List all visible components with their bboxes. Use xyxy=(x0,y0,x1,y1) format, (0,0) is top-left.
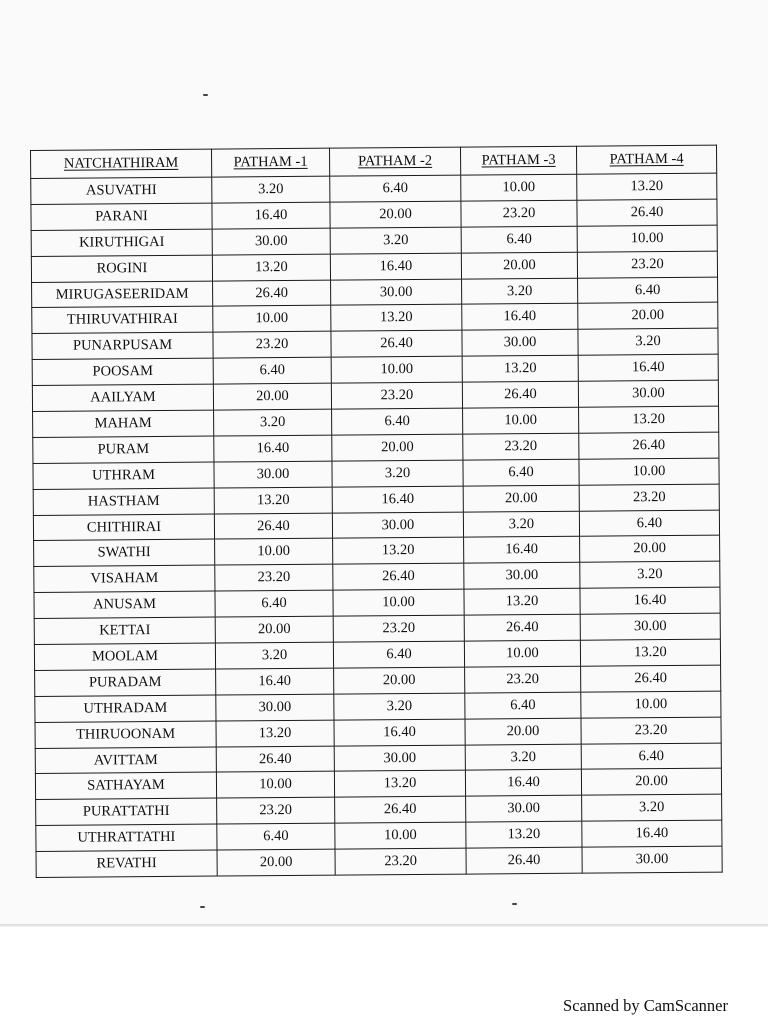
patham-2-cell: 23.20 xyxy=(333,615,464,642)
patham-3-cell: 10.00 xyxy=(461,174,577,201)
header-natchathiram: NATCHATHIRAM xyxy=(31,149,212,178)
patham-4-cell: 20.00 xyxy=(581,769,721,796)
patham-2-cell: 30.00 xyxy=(334,745,465,772)
natchathiram-cell: SWATHI xyxy=(34,540,215,567)
natchathiram-cell: POOSAM xyxy=(32,358,213,385)
patham-2-cell: 26.40 xyxy=(333,563,464,590)
natchathiram-cell: ANUSAM xyxy=(34,591,215,618)
patham-3-cell: 16.40 xyxy=(462,304,578,331)
patham-2-cell: 16.40 xyxy=(332,486,463,513)
patham-1-cell: 23.20 xyxy=(215,564,333,591)
patham-3-cell: 23.20 xyxy=(461,200,577,227)
patham-1-cell: 6.40 xyxy=(215,590,333,617)
header-patham-4: PATHAM -4 xyxy=(576,145,716,174)
patham-2-cell: 20.00 xyxy=(332,434,463,461)
scan-speck xyxy=(200,906,205,908)
patham-4-cell: 20.00 xyxy=(578,303,718,330)
patham-2-cell: 3.20 xyxy=(334,693,465,720)
patham-3-cell: 23.20 xyxy=(463,433,579,460)
patham-4-cell: 3.20 xyxy=(582,794,722,821)
patham-3-cell: 3.20 xyxy=(465,744,581,771)
patham-4-cell: 10.00 xyxy=(577,225,717,252)
patham-1-cell: 16.40 xyxy=(214,435,332,462)
patham-4-cell: 20.00 xyxy=(580,536,720,563)
natchathiram-cell: UTHRADAM xyxy=(35,695,216,722)
patham-1-cell: 20.00 xyxy=(217,849,335,876)
patham-2-cell: 20.00 xyxy=(334,667,465,694)
patham-1-cell: 16.40 xyxy=(212,202,330,229)
patham-1-cell: 20.00 xyxy=(213,383,331,410)
patham-3-cell: 26.40 xyxy=(466,847,582,874)
natchathiram-cell: AAILYAM xyxy=(32,384,213,411)
patham-2-cell: 13.20 xyxy=(333,538,464,565)
patham-3-cell: 20.00 xyxy=(461,252,577,279)
patham-4-cell: 26.40 xyxy=(579,432,719,459)
patham-2-cell: 23.20 xyxy=(335,848,466,875)
patham-1-cell: 30.00 xyxy=(212,228,330,255)
patham-2-cell: 26.40 xyxy=(335,796,466,823)
patham-2-cell: 26.40 xyxy=(331,330,462,357)
patham-3-cell: 3.20 xyxy=(462,278,578,305)
patham-4-cell: 16.40 xyxy=(580,587,720,614)
patham-3-cell: 26.40 xyxy=(462,381,578,408)
patham-4-cell: 23.20 xyxy=(579,484,719,511)
patham-3-cell: 13.20 xyxy=(462,355,578,382)
patham-1-cell: 30.00 xyxy=(214,461,332,488)
natchathiram-cell: MOOLAM xyxy=(34,643,215,670)
patham-3-cell: 30.00 xyxy=(462,330,578,357)
patham-4-cell: 16.40 xyxy=(582,820,722,847)
natchathiram-cell: VISAHAM xyxy=(34,565,215,592)
natchathiram-table-container xyxy=(30,145,722,878)
patham-4-cell: 3.20 xyxy=(578,328,718,355)
patham-1-cell: 10.00 xyxy=(213,306,331,333)
scan-speck xyxy=(512,903,517,905)
natchathiram-cell: AVITTAM xyxy=(35,747,216,774)
patham-4-cell: 13.20 xyxy=(577,173,717,200)
header-patham-3: PATHAM -3 xyxy=(460,146,576,175)
patham-3-cell: 26.40 xyxy=(464,614,580,641)
patham-4-cell: 26.40 xyxy=(581,665,721,692)
patham-1-cell: 13.20 xyxy=(216,720,334,747)
patham-4-cell: 6.40 xyxy=(578,277,718,304)
natchathiram-cell: UTHRAM xyxy=(33,462,214,489)
patham-3-cell: 10.00 xyxy=(463,407,579,434)
patham-2-cell: 6.40 xyxy=(333,641,464,668)
patham-3-cell: 16.40 xyxy=(465,770,581,797)
patham-3-cell: 10.00 xyxy=(464,640,580,667)
patham-3-cell: 30.00 xyxy=(466,796,582,823)
patham-4-cell: 16.40 xyxy=(578,354,718,381)
patham-1-cell: 6.40 xyxy=(213,357,331,384)
natchathiram-patham-table xyxy=(30,145,723,878)
natchathiram-cell: PUNARPUSAM xyxy=(32,332,213,359)
patham-3-cell: 30.00 xyxy=(464,563,580,590)
patham-4-cell: 6.40 xyxy=(579,510,719,537)
patham-4-cell: 30.00 xyxy=(580,613,720,640)
natchathiram-cell: MIRUGASEERIDAM xyxy=(32,281,213,308)
natchathiram-cell: UTHRATTATHI xyxy=(36,824,217,851)
patham-4-cell: 13.20 xyxy=(579,406,719,433)
scanner-watermark: Scanned by CamScanner xyxy=(563,996,728,1015)
natchathiram-cell: CHITHIRAI xyxy=(33,514,214,541)
patham-2-cell: 10.00 xyxy=(335,822,466,849)
natchathiram-cell: HASTHAM xyxy=(33,488,214,515)
patham-2-cell: 3.20 xyxy=(330,227,461,254)
patham-1-cell: 3.20 xyxy=(214,409,332,436)
patham-1-cell: 3.20 xyxy=(215,642,333,669)
header-patham-1: PATHAM -1 xyxy=(211,148,329,177)
table-row xyxy=(36,846,722,877)
patham-2-cell: 6.40 xyxy=(332,408,463,435)
patham-2-cell: 13.20 xyxy=(331,305,462,332)
patham-2-cell: 30.00 xyxy=(331,279,462,306)
patham-1-cell: 10.00 xyxy=(216,772,334,799)
patham-1-cell: 23.20 xyxy=(217,798,335,825)
patham-4-cell: 10.00 xyxy=(581,691,721,718)
patham-4-cell: 13.20 xyxy=(580,639,720,666)
patham-3-cell: 6.40 xyxy=(463,459,579,486)
patham-2-cell: 20.00 xyxy=(330,201,461,228)
patham-3-cell: 20.00 xyxy=(463,485,579,512)
patham-3-cell: 20.00 xyxy=(465,718,581,745)
patham-4-cell: 6.40 xyxy=(581,743,721,770)
patham-2-cell: 10.00 xyxy=(333,589,464,616)
natchathiram-cell: PURATTATHI xyxy=(36,798,217,825)
patham-2-cell: 6.40 xyxy=(330,175,461,202)
patham-2-cell: 3.20 xyxy=(332,460,463,487)
patham-1-cell: 6.40 xyxy=(217,823,335,850)
patham-2-cell: 10.00 xyxy=(331,356,462,383)
patham-4-cell: 23.20 xyxy=(577,251,717,278)
paper-edge xyxy=(0,924,768,927)
patham-1-cell: 20.00 xyxy=(215,616,333,643)
patham-1-cell: 13.20 xyxy=(212,254,330,281)
patham-1-cell: 26.40 xyxy=(213,280,331,307)
natchathiram-cell: KIRUTHIGAI xyxy=(31,229,212,256)
patham-4-cell: 3.20 xyxy=(580,561,720,588)
patham-3-cell: 3.20 xyxy=(463,511,579,538)
natchathiram-cell: KETTAI xyxy=(34,617,215,644)
natchathiram-cell: SATHAYAM xyxy=(35,773,216,800)
natchathiram-cell: THIRUOONAM xyxy=(35,721,216,748)
patham-2-cell: 13.20 xyxy=(334,771,465,798)
natchathiram-cell: PARANI xyxy=(31,203,212,230)
patham-1-cell: 26.40 xyxy=(214,513,332,540)
patham-2-cell: 16.40 xyxy=(330,253,461,280)
patham-2-cell: 23.20 xyxy=(331,382,462,409)
patham-4-cell: 10.00 xyxy=(579,458,719,485)
patham-4-cell: 30.00 xyxy=(582,846,722,873)
scan-speck xyxy=(203,94,208,96)
natchathiram-cell: MAHAM xyxy=(33,410,214,437)
patham-1-cell: 23.20 xyxy=(213,331,331,358)
header-patham-2: PATHAM -2 xyxy=(329,147,460,176)
patham-1-cell: 10.00 xyxy=(215,539,333,566)
patham-1-cell: 30.00 xyxy=(216,694,334,721)
patham-1-cell: 13.20 xyxy=(214,487,332,514)
patham-1-cell: 3.20 xyxy=(212,176,330,203)
patham-2-cell: 30.00 xyxy=(332,512,463,539)
natchathiram-cell: ROGINI xyxy=(31,255,212,282)
patham-4-cell: 26.40 xyxy=(577,199,717,226)
natchathiram-cell: PURADAM xyxy=(35,669,216,696)
patham-1-cell: 16.40 xyxy=(216,668,334,695)
patham-3-cell: 13.20 xyxy=(464,588,580,615)
patham-3-cell: 16.40 xyxy=(464,537,580,564)
patham-1-cell: 26.40 xyxy=(216,746,334,773)
natchathiram-cell: THIRUVATHIRAI xyxy=(32,307,213,334)
patham-2-cell: 16.40 xyxy=(334,719,465,746)
patham-4-cell: 30.00 xyxy=(578,380,718,407)
table-body xyxy=(31,173,722,877)
patham-3-cell: 23.20 xyxy=(465,666,581,693)
patham-3-cell: 6.40 xyxy=(461,226,577,253)
natchathiram-cell: REVATHI xyxy=(36,850,217,877)
patham-4-cell: 23.20 xyxy=(581,717,721,744)
natchathiram-cell: PURAM xyxy=(33,436,214,463)
patham-3-cell: 6.40 xyxy=(465,692,581,719)
natchathiram-cell: ASUVATHI xyxy=(31,177,212,204)
patham-3-cell: 13.20 xyxy=(466,821,582,848)
